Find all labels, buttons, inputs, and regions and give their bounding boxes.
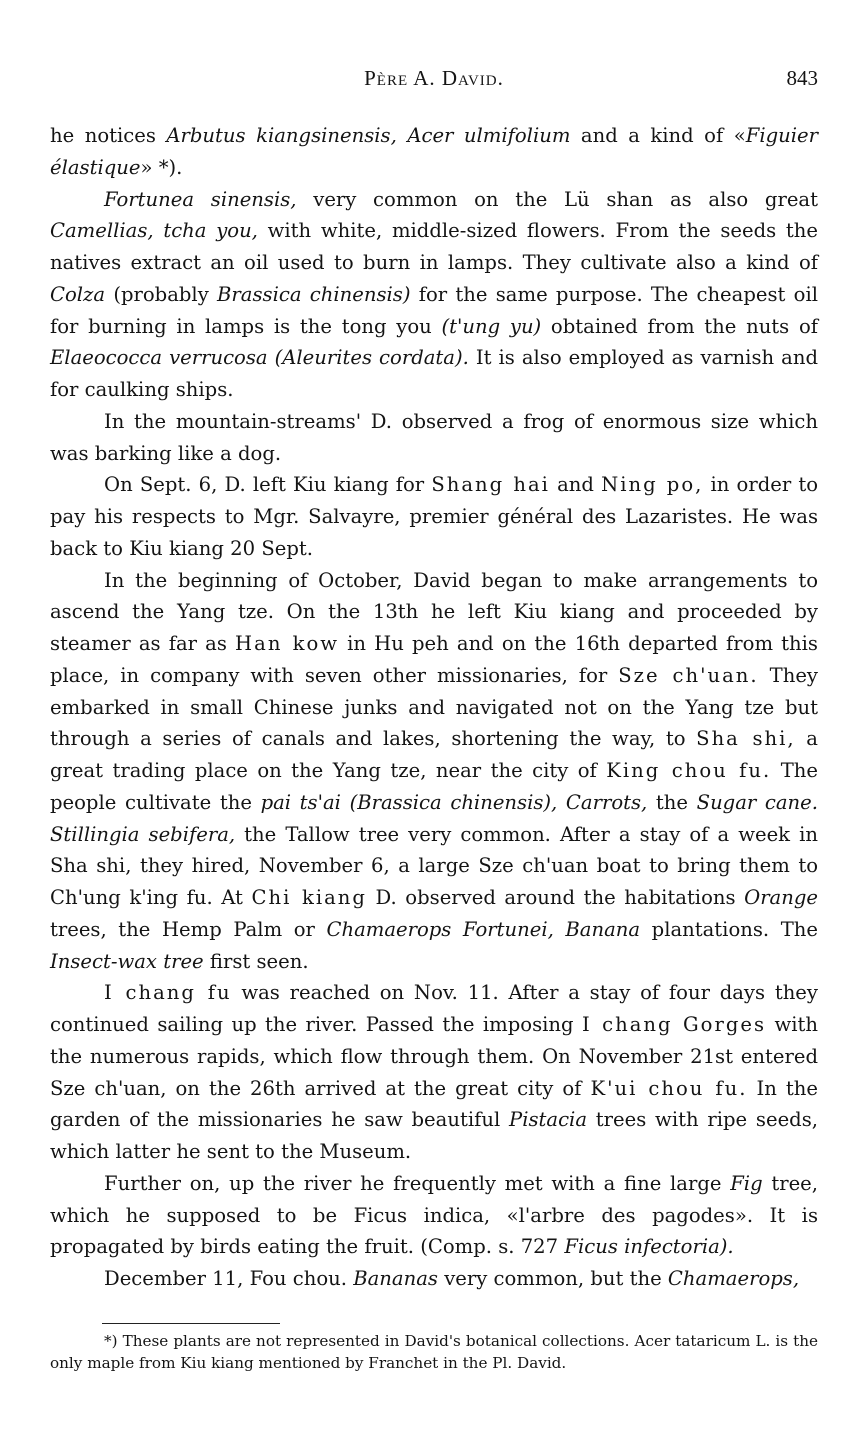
italic-text: Orange	[744, 886, 818, 909]
paragraph	[50, 406, 818, 470]
page-number: 843	[786, 66, 818, 90]
spaced-place-name: Sze ch'uan.	[618, 663, 759, 687]
italic-text: Bananas	[353, 1267, 438, 1290]
text-run: in order to pay his respects to Mgr. Salvayre, premier général des Lazaristes. He was back to Kiu kiang 20 Sept.	[50, 473, 819, 560]
text-run: with white, middle-sized flowers. From the seeds the natives extract an oil used to burn in lamps. They cultivate also a kind of	[50, 219, 818, 274]
italic-text: Pistacia	[509, 1108, 587, 1132]
text-run: trees, the Hemp Palm or	[50, 917, 327, 941]
text-run: » *).	[140, 155, 183, 179]
running-title: Père A. David.	[364, 66, 504, 90]
spaced-place-name: K'ui chou fu.	[590, 1076, 748, 1100]
spaced-place-name: Ning po,	[601, 473, 704, 497]
text-run: They embarked in small Chinese junks and navigated not on the Yang tze but through a series of canals and lakes, shortening the way, to	[50, 663, 818, 751]
italic-text: Elaeococca verrucosa (Aleurites cordata).	[50, 346, 469, 370]
italic-text: Camellias, tcha you,	[50, 219, 258, 243]
italic-text: Fig	[730, 1171, 763, 1195]
text-run: In the garden of the missionaries he saw beautiful	[50, 1076, 819, 1132]
text-run: (probably	[105, 282, 218, 306]
spaced-place-name: Chi kiang	[251, 886, 367, 909]
spaced-place-name: I chang Gorges	[581, 1013, 767, 1036]
text-run: The people cultivate the	[50, 759, 819, 814]
italic-text: pai ts'ai (Brassica chinensis), Carrots,	[260, 790, 648, 814]
text-run: plantations. The	[640, 917, 819, 941]
paragraph	[50, 1263, 818, 1295]
text-run: a great trading place on the Yang tze, near the city of	[50, 727, 818, 782]
text-run: trees with ripe seeds, which latter he sent to the Museum.	[50, 1108, 818, 1163]
text-run: On Sept. 6, D. left Kiu kiang for	[104, 473, 432, 497]
text-run: In the mountain-streams' D. observed a frog of enormous size which was barking like a dog.	[50, 409, 818, 465]
italic-text: Arbutus kiangsinensis, Acer ulmifolium	[166, 124, 571, 147]
paragraph	[50, 977, 818, 1168]
paragraph	[50, 120, 818, 184]
spaced-place-name: Sha shi,	[696, 727, 796, 751]
text-run: and	[549, 473, 602, 497]
italic-text: Chamaerops Fortunei, Banana	[326, 917, 641, 941]
text-run: It is also employed as varnish and for caulking ships.	[50, 346, 818, 401]
italic-text: Sugar cane. Stillingia sebifera,	[50, 790, 819, 846]
text-run: he notices	[50, 124, 167, 147]
italic-text: (t'ung yu)	[441, 314, 542, 338]
text-run: first seen.	[203, 949, 309, 973]
text-run: December 11, Fou chou.	[104, 1267, 354, 1290]
italic-text: Brassica chinensis)	[217, 282, 411, 306]
text-run: in Hu peh and on the 16th departed from this place, in company with seven other missionaries, for	[50, 632, 818, 687]
spaced-place-name: Shang hai	[431, 473, 550, 497]
text-run: obtained from the nuts of	[541, 314, 819, 338]
text-run: the	[647, 790, 697, 814]
text-run: for the same purpose. The cheapest oil for burning in lamps is the tong you	[50, 282, 818, 338]
italic-text: Fortunea sinensis,	[104, 187, 297, 211]
text-run: with the numerous rapids, which flow through them. On November 21st entered Sze ch'uan, on the 26th arrived at the great city of	[50, 1013, 818, 1100]
text-run: Further on, up the river he frequently met with a fine large	[104, 1171, 731, 1195]
spaced-place-name: I chang fu	[104, 981, 232, 1005]
text-run: and a kind of «	[570, 124, 746, 147]
footnote	[50, 1330, 818, 1374]
page-header	[50, 66, 818, 96]
paragraph	[50, 469, 818, 564]
text-run: tree, which he supposed to be Ficus indica, «l'arbre des pagodes». It is propagated by birds eating the fruit. (Comp. s. 727	[50, 1171, 818, 1259]
text-run: In the beginning of October, David began to make arrangements to ascend the Yang tze. On the 13th he left Kiu kiang and proceeded by steamer as far as	[50, 568, 818, 655]
text-run: very common, but the	[437, 1267, 668, 1290]
paragraph	[50, 1168, 818, 1263]
footnote-text: *) These plants are not represented in David's botanical collections. Acer tataricum L. is the only maple from Kiu kiang mentioned by Franchet in the Pl. David.	[50, 1332, 818, 1372]
paragraph	[50, 184, 818, 406]
italic-text: Figuier élastique	[50, 124, 818, 179]
text-run: the Tallow tree very common. After a stay of a week in Sha shi, they hired, November 6, a large Sze ch'uan boat to bring them to Ch'ung k'ing fu. At	[50, 822, 818, 909]
italic-text: Chamaerops,	[667, 1267, 800, 1290]
text-run: was reached on Nov. 11. After a stay of four days they continued sailing up the river. Passed the imposing	[50, 981, 818, 1036]
paragraph	[50, 565, 818, 978]
text-run: very common on the Lü shan as also great	[296, 187, 818, 211]
italic-text: Colza	[50, 282, 106, 306]
text-run: D. observed around the habitations	[366, 886, 745, 909]
footnote-divider	[102, 1323, 280, 1324]
spaced-place-name: Han kow	[235, 632, 340, 655]
italic-text: Ficus infectoria).	[564, 1235, 734, 1259]
spaced-place-name: King chou fu.	[606, 759, 772, 782]
italic-text: Insect-wax tree	[50, 949, 204, 973]
body-text	[50, 120, 818, 1295]
